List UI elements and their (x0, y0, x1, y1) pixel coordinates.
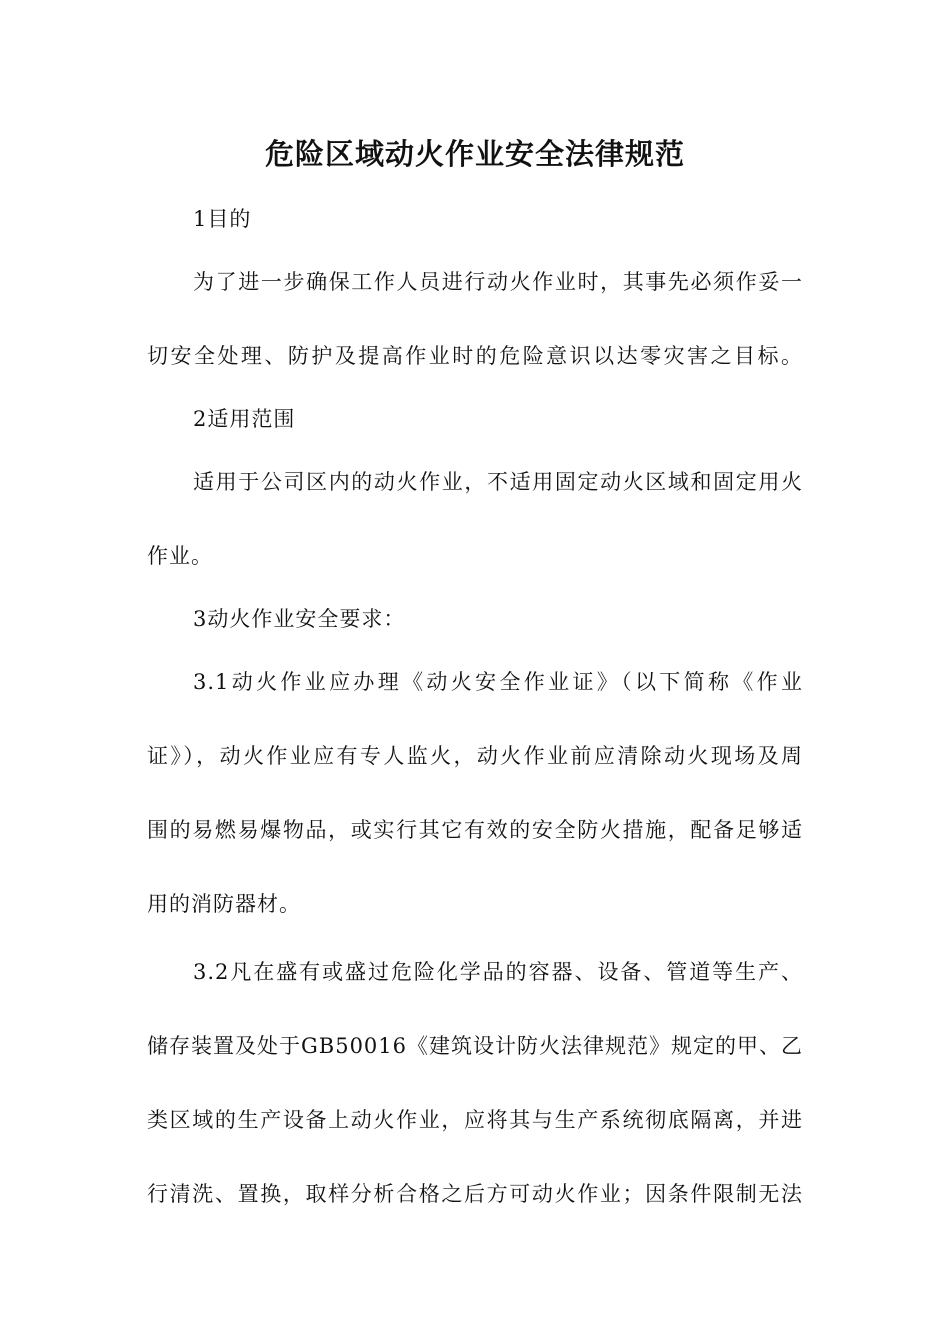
paragraph-line: 作业。 (147, 544, 213, 568)
paragraph-line: 适用于公司区内的动火作业，不适用固定动火区域和固定用火 (193, 470, 803, 494)
paragraph-line: 为了进一步确保工作人员进行动火作业时，其事先必须作妥一 (193, 270, 803, 294)
section-heading-scope: 2适用范围 (193, 407, 296, 431)
paragraph-line: 行清洗、置换，取样分析合格之后方可动火作业；因条件限制无法 (147, 1182, 803, 1206)
paragraph-line: 切安全处理、防护及提高作业时的危险意识以达零灾害之目标。 (147, 344, 803, 368)
paragraph-line: 证》），动火作业应有专人监火，动火作业前应清除动火现场及周 (147, 744, 803, 768)
paragraph-line: 用的消防器材。 (147, 892, 301, 916)
section-heading-requirements: 3动火作业安全要求： (193, 607, 406, 631)
paragraph-line: 3.2凡在盛有或盛过危险化学品的容器、设备、管道等生产、 (193, 960, 803, 984)
paragraph-line: 类区域的生产设备上动火作业，应将其与生产系统彻底隔离，并进 (147, 1108, 803, 1132)
paragraph-line: 储存装置及处于GB50016《建筑设计防火法律规范》规定的甲、乙 (147, 1034, 804, 1058)
paragraph-line: 3.1动火作业应办理《动火安全作业证》（以下简称《作业 (193, 670, 803, 694)
section-heading-purpose: 1目的 (193, 207, 252, 231)
document-title: 危险区域动火作业安全法律规范 (264, 137, 685, 171)
paragraph-line: 围的易燃易爆物品，或实行其它有效的安全防火措施，配备足够适 (147, 818, 803, 842)
